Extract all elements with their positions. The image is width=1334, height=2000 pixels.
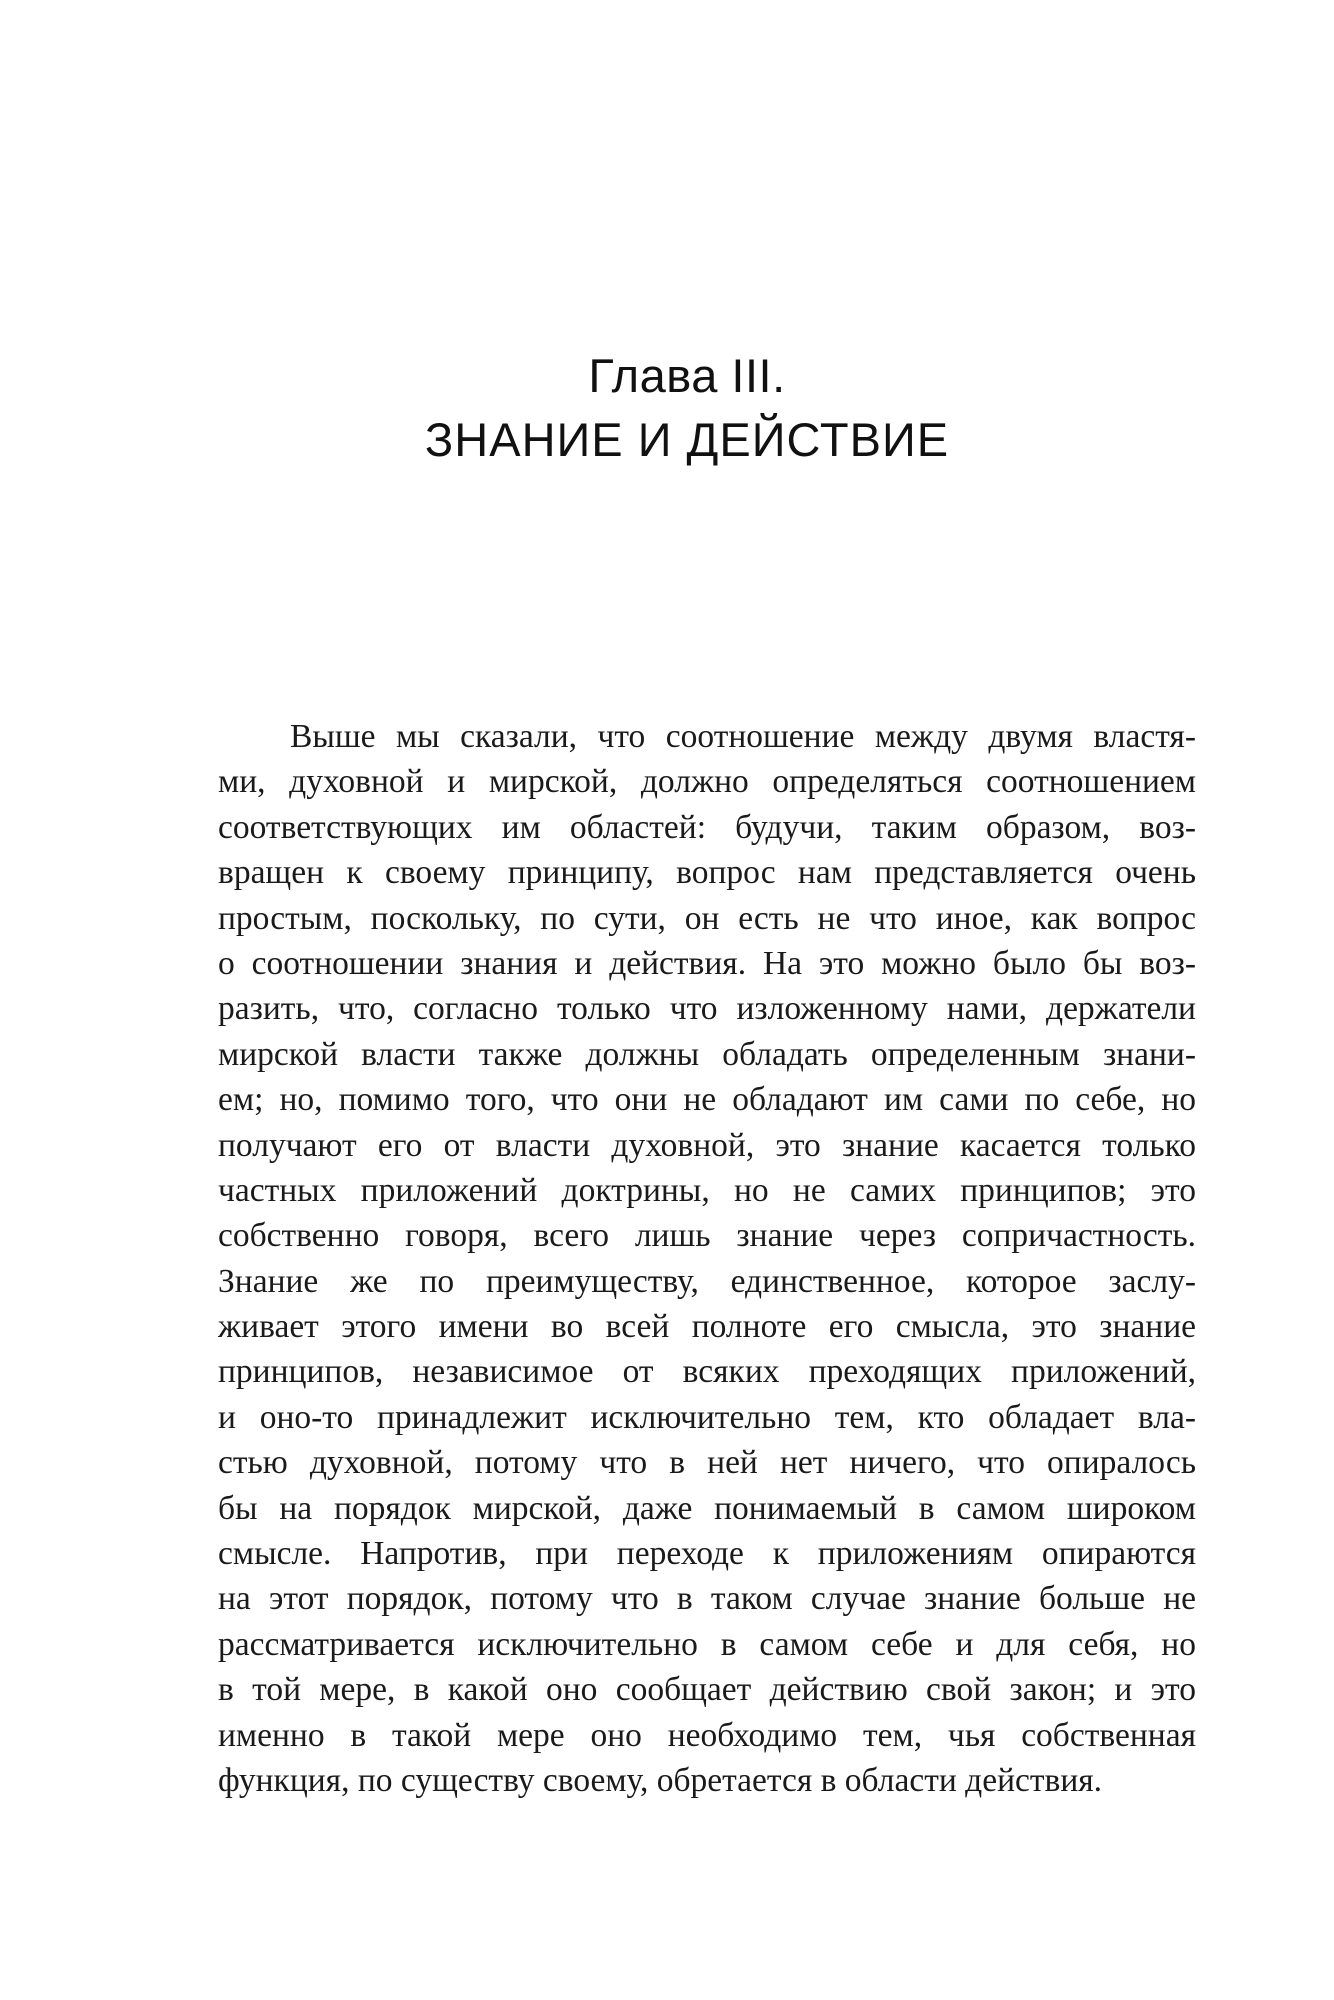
text-line: частных приложений доктрины, но не самих принципов; это — [218, 1171, 1196, 1209]
text-line: и оно-то принадлежит исключительно тем, кто обладает вла- — [218, 1398, 1196, 1436]
text-line: бы на порядок мирской, даже понимаемый в самом широком — [218, 1489, 1196, 1527]
text-line: Знание же по преимуществу, единственное, которое заслу- — [218, 1262, 1196, 1300]
text-line: простым, поскольку, по сути, он есть не что иное, как вопрос — [218, 899, 1196, 937]
text-line: принципов, независимое от всяких преходящих приложений, — [218, 1353, 1196, 1391]
text-line: вращен к своему принципу, вопрос нам представляется очень — [218, 854, 1196, 892]
text-line: соответствующих им областей: будучи, таким образом, воз- — [218, 808, 1196, 846]
text-line: именно в такой мере оно необходимо тем, чья собственная — [218, 1716, 1196, 1754]
body-paragraph — [218, 714, 1196, 1803]
text-line: рассматривается исключительно в самом себе и для себя, но — [218, 1625, 1196, 1663]
text-line: стью духовной, потому что в ней нет ничего, что опиралось — [218, 1444, 1196, 1482]
text-line: о соотношении знания и действия. На это можно было бы воз- — [218, 944, 1196, 982]
text-line: в той мере, в какой оно сообщает действию свой закон; и это — [218, 1671, 1196, 1709]
text-line: живает этого имени во всей полноте его смысла, это знание — [218, 1308, 1196, 1346]
text-line: разить, что, согласно только что изложенному нами, держатели — [218, 990, 1196, 1028]
text-line: Выше мы сказали, что соотношение между двумя властя- — [290, 718, 1196, 755]
chapter-number: Глава III. — [588, 349, 786, 402]
text-line: собственно говоря, всего лишь знание через сопричастность. — [218, 1217, 1196, 1255]
text-line: получают его от власти духовной, это знание касается только — [218, 1126, 1196, 1164]
text-line: функция, по существу своему, обретается в области действия. — [218, 1761, 1103, 1799]
text-line: на этот порядок, потому что в таком случае знание больше не — [218, 1580, 1196, 1618]
text-line: ми, духовной и мирской, должно определяться соотношением — [218, 763, 1196, 801]
chapter-title: ЗНАНИЕ И ДЕЙСТВИЕ — [424, 413, 950, 466]
text-line: мирской власти также должны обладать определенным знани- — [218, 1035, 1196, 1073]
chapter-heading — [0, 345, 1334, 473]
text-line: ем; но, помимо того, что они не обладают им сами по себе, но — [218, 1081, 1196, 1119]
text-line: смысле. Напротив, при переходе к приложениям опираются — [218, 1535, 1196, 1573]
